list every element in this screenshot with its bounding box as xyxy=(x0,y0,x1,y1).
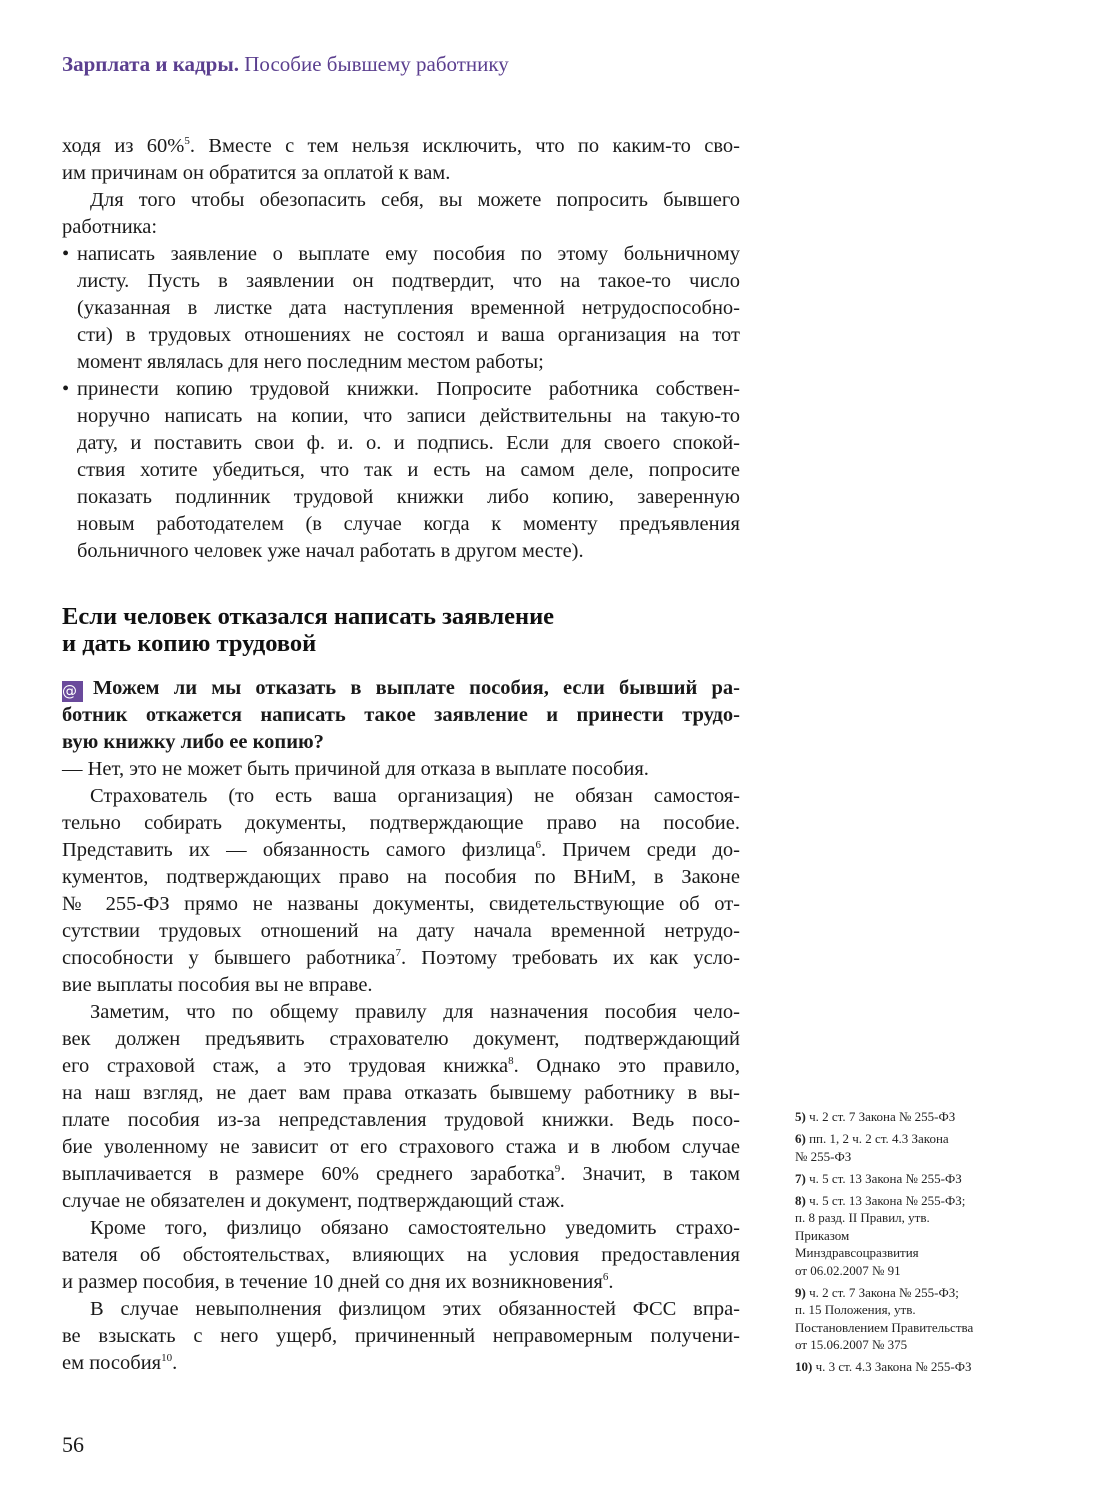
heading-line: Если человек отказался написать заявление xyxy=(62,603,555,630)
text-line: ходя из 60%$^5$. Вместе с тем нельзя исключить, что по каким-то сво- xyxy=(62,135,740,157)
text-line: Представить их — обязанность самого физлица$^6$. Причем среди до- xyxy=(62,839,740,861)
running-head xyxy=(62,52,509,77)
text-line: показать подлинник трудовой книжки либо копию, заверенную xyxy=(77,486,740,508)
footnote-line: 5) ч. 2 ст. 7 Закона № 255-ФЗ xyxy=(795,1109,956,1124)
text-line: сутствии трудовых отношений на дату начала временной нетрудо- xyxy=(62,920,740,942)
paragraph xyxy=(62,999,740,1215)
text-line: вую книжку либо ее копию? xyxy=(62,731,324,753)
text-line: Заметим, что по общему правилу для назначения пособия чело- xyxy=(90,1001,740,1023)
text-line: случае не обязателен и документ, подтверждающий стаж. xyxy=(62,1190,565,1212)
text-line: ствия хотите убедиться, что так и есть на самом деле, попросите xyxy=(77,459,740,481)
text-line: момент являлась для него последним местом работы; xyxy=(77,351,544,373)
footnote xyxy=(795,1108,1035,1126)
paragraph xyxy=(62,783,740,999)
footnote-line: 8) ч. 5 ст. 13 Закона № 255-ФЗ; xyxy=(795,1192,966,1208)
text-line: его страховой стаж, а это трудовая книжка$^8$. Однако это правило, xyxy=(62,1055,741,1077)
footnote-line: Приказом xyxy=(795,1227,850,1243)
text-line: (указанная в листке дата наступления временной нетрудоспособно- xyxy=(77,297,740,319)
question-at-icon: @ xyxy=(62,681,83,702)
bullet-item xyxy=(62,241,740,376)
text-line: кументов, подтверждающих право на пособия по ВНиМ, в Законе xyxy=(62,866,740,888)
text-line: выплачивается в размере 60% среднего заработка$^9$. Значит, в таком xyxy=(62,1163,740,1185)
bullet-item xyxy=(62,376,740,565)
footnote-number: 10) xyxy=(795,1359,813,1374)
footnote-ref: 6 xyxy=(602,1271,609,1283)
text-line: новым работодателем (в случае когда к моменту предъявления xyxy=(77,513,740,535)
footnote xyxy=(795,1284,1035,1354)
text-line: тельно собирать документы, подтверждающие право на пособие. xyxy=(62,812,740,834)
text-line: вие выплаты пособия вы не вправе. xyxy=(62,974,373,996)
text-line: В случае невыполнения физлицом этих обязанностей ФСС впра- xyxy=(90,1298,740,1320)
heading-line: и дать копию трудовой xyxy=(62,630,317,657)
running-head-title: Пособие бывшему работнику xyxy=(244,52,509,76)
paragraph xyxy=(62,187,740,241)
footnote-line: от 06.02.2007 № 91 xyxy=(795,1262,901,1278)
body-text-top xyxy=(62,133,740,565)
footnote-ref: 10 xyxy=(161,1352,173,1364)
text-line: ем пособия$^{10}$. xyxy=(62,1352,178,1374)
footnote-ref: 9 xyxy=(554,1163,561,1175)
footnote-ref: 7 xyxy=(395,947,401,959)
text-line: — Нет, это не может быть причиной для отказа в выплате пособия. xyxy=(62,758,649,780)
footnote xyxy=(795,1358,1035,1376)
text-line: Кроме того, физлицо обязано самостоятельно уведомить страхо- xyxy=(90,1217,740,1239)
text-line: Страхователь (то есть ваша организация) не обязан самостоя- xyxy=(90,785,740,807)
footnote-line: 10) ч. 3 ст. 4.3 Закона № 255-ФЗ xyxy=(795,1359,972,1374)
footnote xyxy=(795,1170,1035,1188)
text-line: ботник откажется написать такое заявление и принести трудо- xyxy=(62,704,740,726)
text-line: листу. Пусть в заявлении он подтвердит, что на такое-то число xyxy=(77,270,740,292)
paragraph xyxy=(62,133,740,187)
body-text-bottom xyxy=(62,675,740,1377)
text-line: и размер пособия, в течение 10 дней со дня их возникновения$^6$. xyxy=(62,1271,614,1293)
footnote-line: Минздравсоцразвития xyxy=(795,1245,919,1260)
text-line: сти) в трудовых отношениях не состоял и ваша организация на тот xyxy=(77,324,740,346)
footnotes xyxy=(795,1108,1035,1380)
paragraph xyxy=(62,1215,740,1296)
text-line: № 255-ФЗ прямо не названы документы, свидетельствующие об от- xyxy=(62,893,740,915)
footnote-number: 5) xyxy=(795,1109,806,1124)
paragraph xyxy=(62,756,740,783)
section-heading xyxy=(62,603,554,657)
footnote-line: п. 15 Положения, утв. xyxy=(795,1302,916,1317)
paragraph xyxy=(62,1296,740,1377)
text-line: ве взыскать с него ущерб, причиненный неправомерным получени- xyxy=(62,1325,740,1347)
footnote-number: 7) xyxy=(795,1170,806,1186)
text-line: им причинам он обратится за оплатой к вам. xyxy=(62,162,451,184)
text-line: работника: xyxy=(62,216,158,238)
footnote-number: 6) xyxy=(795,1131,806,1146)
text-line: век должен предъявить страхователю документ, подтверждающий xyxy=(62,1028,740,1050)
text-line: норучно написать на копии, что записи действительны на такую-то xyxy=(77,405,740,427)
page-number: 56 xyxy=(62,1432,84,1457)
footnote-line: 9) ч. 2 ст. 7 Закона № 255-ФЗ; xyxy=(795,1284,959,1300)
footnote-line: Постановлением Правительства xyxy=(795,1319,974,1335)
footnote xyxy=(795,1130,1035,1165)
footnote-number: 8) xyxy=(795,1192,806,1208)
text-line: • написать заявление о выплате ему пособия по этому больничному xyxy=(77,243,740,265)
footnote-ref: 6 xyxy=(535,839,541,851)
footnote-line: № 255-ФЗ xyxy=(795,1148,852,1164)
running-head-section: Зарплата и кадры. xyxy=(62,52,240,76)
footnote-ref: 8 xyxy=(508,1055,514,1067)
footnote-line: 7) ч. 5 ст. 13 Закона № 255-ФЗ xyxy=(795,1170,962,1186)
text-line: плате пособия из-за непредставления трудовой книжки. Ведь посо- xyxy=(62,1109,740,1131)
text-line: больничного человек уже начал работать в другом месте). xyxy=(77,540,584,562)
text-line: @ Можем ли мы отказать в выплате пособия, если бывший ра- xyxy=(62,677,740,700)
text-line: • принести копию трудовой книжки. Попросите работника собствен- xyxy=(77,378,740,400)
text-line: способности у бывшего работника$^7$. Поэтому требовать их как усло- xyxy=(62,947,740,969)
footnote-line: от 15.06.2007 № 375 xyxy=(795,1337,908,1352)
footnote-ref: 5 xyxy=(184,135,190,147)
text-line: дату, и поставить свои ф. и. о. и подпись. Если для своего спокой- xyxy=(77,432,740,454)
question xyxy=(62,675,740,756)
text-line: бие уволенному не зависит от его страхового стажа и в любом случае xyxy=(62,1136,740,1158)
footnote xyxy=(795,1192,1035,1280)
footnote-line: п. 8 разд. II Правил, утв. xyxy=(795,1210,930,1225)
text-line: Для того чтобы обезопасить себя, вы можете попросить бывшего xyxy=(90,189,740,211)
text-line: на наш взгляд, не дает вам права отказать бывшему работнику в вы- xyxy=(62,1082,740,1104)
text-line: вателя об обстоятельствах, влияющих на условия предоставления xyxy=(62,1244,740,1266)
footnote-number: 9) xyxy=(795,1284,806,1300)
footnote-line: 6) пп. 1, 2 ч. 2 ст. 4.3 Закона xyxy=(795,1131,949,1146)
